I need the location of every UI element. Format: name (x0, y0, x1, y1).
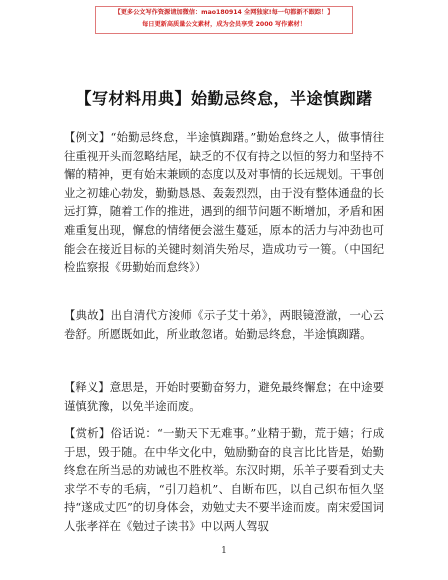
page-number: 1 (221, 546, 227, 556)
paragraph-appreciation: 【赏析】俗话说：“一勤天下无难事。”业精于勤，荒于嬉；行成于思，毁于随。在中华文化中，勉励勤奋的良言比比皆是，始勤终怠在所当忌的劝诫也不胜枚举。东汉时期，乐羊子要看到丈夫求学不专的毛病，“引刀趋机”、自断布匹，以自己织布恒久坚持“遂成丈匹”的切身体会，劝勉丈夫不要半途而废。南宋爱国词人张孝祥在《勉过子读书》中以两人驾驭 (64, 426, 384, 533)
promo-banner-line1: 【更多公文写作资源请加微信：mao180914 全网独家!每一句都新不跟踪！】 (114, 9, 334, 16)
paragraph-meaning: 【释义】意思是，开始时要勤奋努力，避免最终懈怠；在中途要谨慎犹豫，以免半途而废。 (64, 380, 384, 413)
promo-banner (95, 6, 353, 34)
paragraph-example: 【例文】“始勤忌终怠，半途慎踟躇。”勤始怠终之人，做事情往往重视开头而忽略结尾，缺乏的不仅有持之以恒的努力和坚持不懈的精神，更有始末兼顾的态度以及对事情的长远规划。干事创业之初雄心勃发，勤勤恳恳、轰轰烈烈，由于没有整体通盘的长远打算，随着工作的推进，遇到的细节问题不断增加，矛盾和困难重复出现，懈怠的情绪便会滋生蔓延，原本的活力与冲劲也可能会在接近目标的关键时刻消失殆尽，造成功亏一篑。（中国纪检监察报《毋勤始而怠终》） (64, 130, 384, 275)
paragraph-allusion: 【典故】出自清代方浚师《示子艾十弟》，两眼镜澄澈，一心云卷舒。所愿既如此，所业敢忽诸。始勤忌终怠，半途慎踟躇。 (64, 308, 384, 341)
page-title: 【写材料用典】始勤忌终怠，半途慎踟躇 (75, 89, 373, 108)
promo-banner-line2: 每日更新高质量公文素材，成为会员享受 2000 写作素材！ (142, 21, 306, 28)
